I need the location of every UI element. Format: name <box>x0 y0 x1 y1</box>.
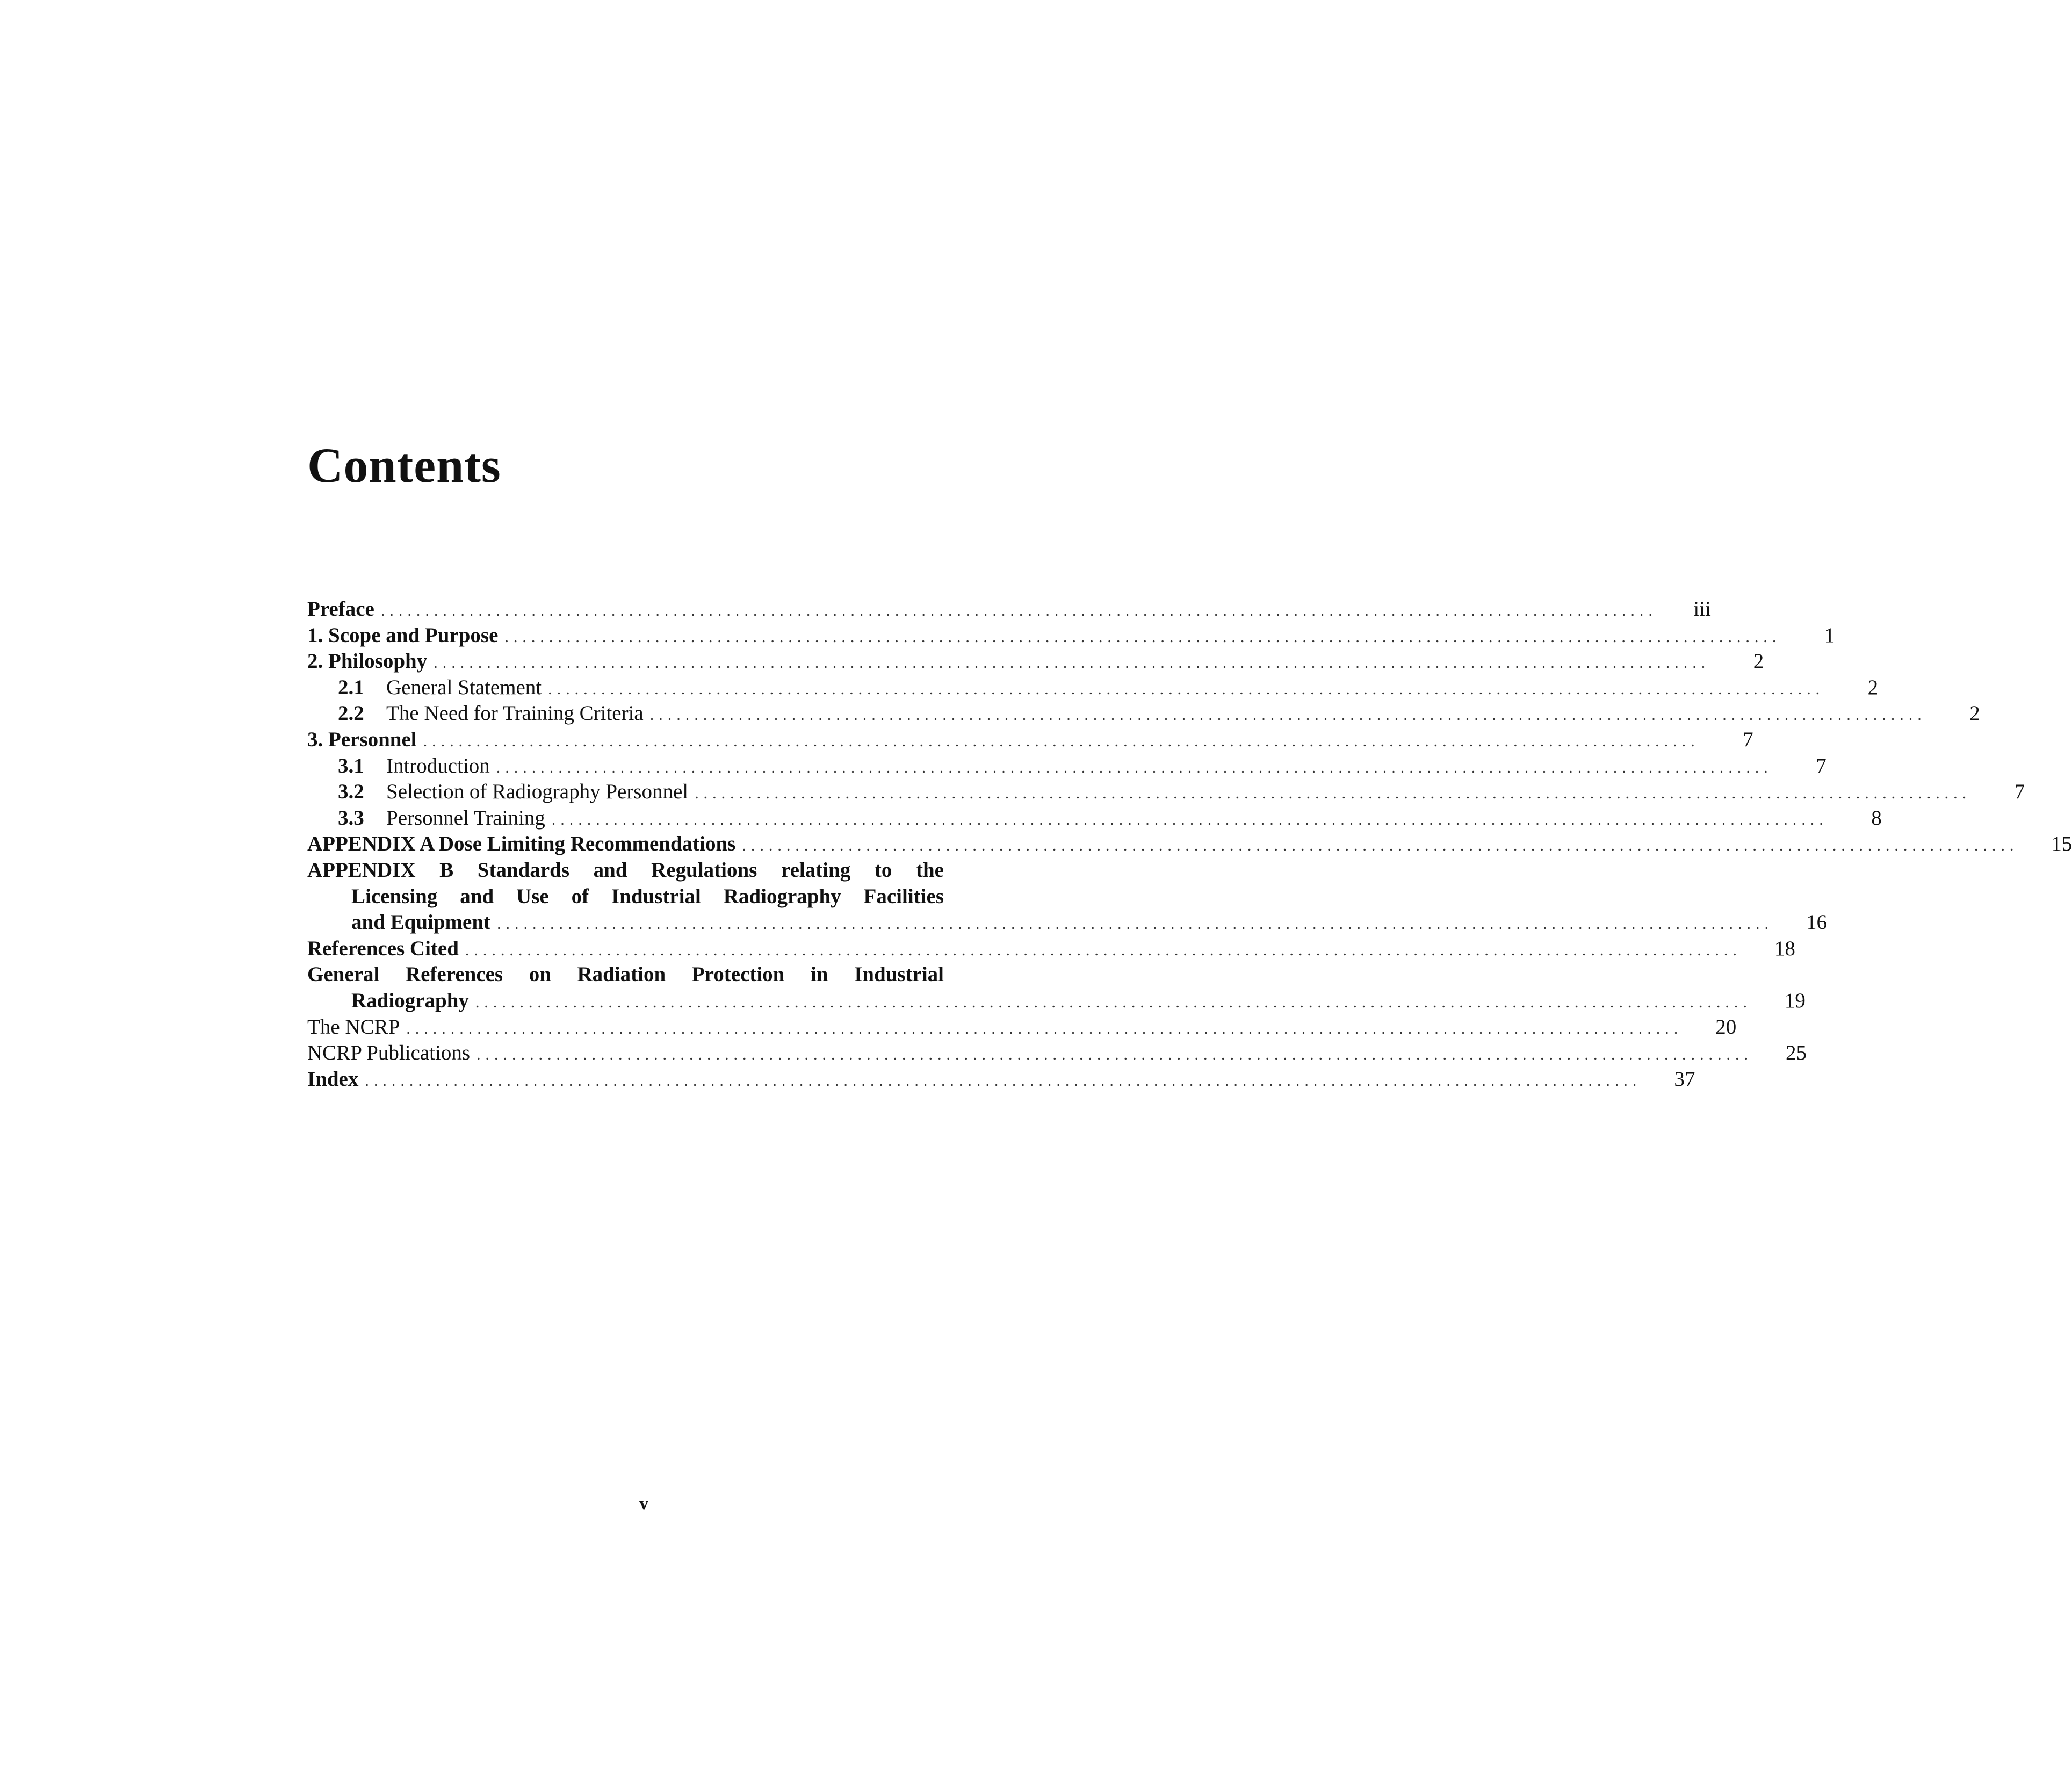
toc-label: Introduction <box>386 754 490 777</box>
toc-label: Selection of Radiography Personnel <box>386 780 689 804</box>
page-title: Contents <box>307 438 501 493</box>
toc-label-line: Licensing and Use of Industrial Radiography Facilities <box>351 884 944 908</box>
toc-label: References Cited <box>307 936 459 960</box>
toc-label: Scope and Purpose <box>328 623 499 647</box>
toc-section-number: 2.1 <box>338 675 364 699</box>
toc-page-number: 7 <box>1816 754 1826 777</box>
dot-leader: ................................................................................................................................................ <box>649 706 1926 724</box>
dot-leader: ................................................................................................................................................ <box>504 628 1781 646</box>
toc-label-group <box>307 623 498 649</box>
toc-page-number: iii <box>1693 597 1711 621</box>
toc-page-number: 1 <box>1824 623 1835 647</box>
toc-section-number: 3.2 <box>338 780 364 804</box>
toc-page-number: 25 <box>1786 1041 1807 1065</box>
toc-label: NCRP Publications <box>307 1041 471 1065</box>
dot-leader: ................................................................................................................................................ <box>551 810 1828 828</box>
dot-leader: ................................................................................................................................................ <box>423 732 1700 750</box>
dot-leader: ................................................................................................................................................ <box>497 915 1774 933</box>
toc-page-number: 7 <box>1743 727 1753 751</box>
dot-leader: ................................................................................................................................................ <box>434 654 1710 672</box>
toc-entry-ncrp-publications[interactable] <box>307 1040 1807 1066</box>
toc-section-number: 1. <box>307 623 323 647</box>
toc-entry-general-statement[interactable] <box>307 675 1879 701</box>
toc-entry-introduction[interactable] <box>307 753 1826 780</box>
toc-page-number: 15 <box>2051 832 2072 856</box>
toc-page-number: 20 <box>1715 1015 1737 1039</box>
toc-label: Personnel Training <box>386 806 545 830</box>
toc-label: Personnel <box>328 727 417 751</box>
toc-entry-appendix-b[interactable] <box>307 857 1828 936</box>
toc-page-number: 2 <box>1753 650 1764 673</box>
dot-leader: ................................................................................................................................................ <box>548 680 1825 698</box>
toc-page-number: 16 <box>1806 911 1828 934</box>
toc-section-number: 2. <box>307 650 323 673</box>
toc-label-line: and Equipment <box>351 911 491 934</box>
dot-leader: ................................................................................................................................................ <box>365 1071 1642 1090</box>
toc-label-line: APPENDIX B Standards and Regulations relating to the <box>307 858 944 882</box>
toc-label-group <box>307 648 427 675</box>
toc-entry-philosophy[interactable] <box>307 648 1764 675</box>
toc-page-number: 2 <box>1867 675 1879 699</box>
toc-section-number: 2.2 <box>338 702 364 725</box>
dot-leader: ................................................................................................................................................ <box>695 784 1972 803</box>
toc-entry-appendix-a[interactable] <box>307 831 2072 857</box>
toc-entry-selection-of-radiography-personnel[interactable] <box>307 779 2025 805</box>
toc-label: Index <box>307 1067 359 1091</box>
toc-label: Philosophy <box>328 650 428 673</box>
dot-leader: ................................................................................................................................................ <box>477 1046 1753 1064</box>
toc-label-group <box>338 753 490 780</box>
table-of-contents <box>307 596 2072 1092</box>
toc-label: The NCRP <box>307 1015 400 1039</box>
toc-label-group <box>307 727 417 753</box>
page-folio: v <box>639 1494 648 1513</box>
toc-page-number: 2 <box>1969 702 1980 725</box>
toc-label: APPENDIX A Dose Limiting Recommendations <box>307 832 736 856</box>
dot-leader: ................................................................................................................................................ <box>742 837 2019 855</box>
toc-entry-scope-and-purpose[interactable] <box>307 623 1835 649</box>
toc-entry-the-ncrp[interactable] <box>307 1014 1737 1041</box>
toc-entry-preface[interactable] <box>307 596 1711 623</box>
dot-leader: ................................................................................................................................................ <box>380 602 1657 619</box>
dot-leader: ................................................................................................................................................ <box>475 993 1752 1011</box>
toc-section-number: 3.1 <box>338 754 364 777</box>
dot-leader: ................................................................................................................................................ <box>465 941 1742 959</box>
toc-page-number: 7 <box>2014 780 2025 804</box>
toc-entry-references-cited[interactable] <box>307 936 1795 962</box>
toc-label-line: Radiography <box>351 989 469 1012</box>
toc-label: Preface <box>307 597 374 621</box>
toc-page-number: 8 <box>1871 806 1882 830</box>
toc-entry-personnel[interactable] <box>307 727 1753 753</box>
toc-entry-index[interactable] <box>307 1066 1695 1093</box>
toc-entry-general-references[interactable] <box>307 962 1806 1014</box>
toc-label: The Need for Training Criteria <box>386 702 644 725</box>
toc-page-number: 37 <box>1674 1067 1695 1091</box>
toc-label-group <box>338 779 688 805</box>
toc-page-number: 19 <box>1784 989 1806 1012</box>
toc-entry-personnel-training[interactable] <box>307 805 1882 832</box>
toc-label-line: General References on Radiation Protection in Industrial <box>307 963 944 986</box>
toc-section-number: 3. <box>307 727 323 751</box>
toc-label-group <box>338 805 545 832</box>
toc-label-group <box>338 675 542 701</box>
toc-entry-need-for-training-criteria[interactable] <box>307 701 1980 727</box>
toc-label-group <box>338 701 644 727</box>
toc-section-number: 3.3 <box>338 806 364 830</box>
toc-page-number: 18 <box>1774 936 1795 960</box>
toc-label: General Statement <box>386 675 542 699</box>
dot-leader: ................................................................................................................................................ <box>496 758 1773 776</box>
dot-leader: ................................................................................................................................................ <box>406 1019 1683 1037</box>
